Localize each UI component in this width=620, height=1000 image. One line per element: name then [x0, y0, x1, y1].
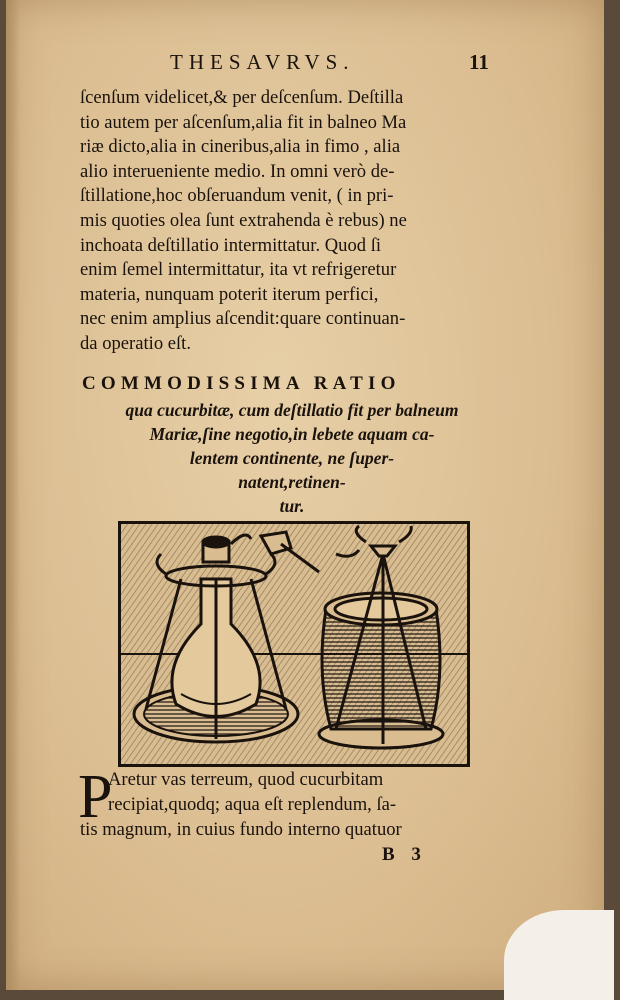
page-number: 11 [469, 50, 489, 74]
text-line: nec enim amplius aſcendit:quare continuan- [80, 308, 406, 330]
text-line: tio autem per aſcenſum,alia fit in balneo Ma [80, 111, 407, 133]
drop-cap: P [78, 763, 113, 831]
signature-mark: B 3 [382, 844, 427, 865]
caption-line: natent,retinen- [238, 472, 346, 492]
woodcut-illustration [118, 521, 470, 767]
paragraph-2 [78, 763, 510, 842]
text-line: recipiat,quodq; aqua eſt replendum, ſa- [108, 794, 397, 815]
running-header [6, 50, 604, 80]
text-line: alio interueniente medio. In omni verò de- [80, 160, 395, 182]
caption-text [82, 398, 502, 518]
book-page [6, 0, 604, 990]
text-line: tis magnum, in cuius fundo interno quatuor [80, 819, 402, 840]
caption-line: qua cucurbitæ, cum deſtillatio fit per balneum [125, 400, 459, 420]
text-line: ſcenſum videlicet,& per deſcenſum. Deſtilla [80, 87, 404, 108]
caption-line: tur. [279, 496, 305, 516]
paragraph-1 [80, 86, 510, 357]
caption-heading: COMMODISSIMA RATIO [82, 373, 401, 394]
text-line: enim ſemel intermittatur, ita vt refrigeretur [80, 259, 397, 281]
text-line: Aretur vas terreum, quod cucurbitam [108, 769, 384, 790]
text-line: mis quoties olea ſunt extrahenda è rebus) ne [80, 209, 407, 231]
distillation-apparatus-illustration [121, 524, 467, 764]
torn-page-corner [504, 910, 614, 1000]
page-gutter-shadow [6, 0, 20, 990]
text-line: riæ dicto,alia in cineribus,alia in fimo , alia [80, 136, 401, 158]
text-line: ſtillatione,hoc obſeruandum venit, ( in pri- [80, 185, 394, 207]
text-line: da operatio eſt. [80, 332, 191, 354]
caption-line: Mariæ,ſine negotio,in lebete aquam ca- [149, 424, 435, 444]
caption-line: lentem continente, ne ſuper- [189, 448, 395, 468]
running-title: THESAVRVS. [170, 50, 355, 74]
text-line: inchoata deſtillatio intermittatur. Quod ſi [80, 234, 382, 256]
text-line: materia, nunquam poterit iterum perfici, [80, 283, 379, 305]
